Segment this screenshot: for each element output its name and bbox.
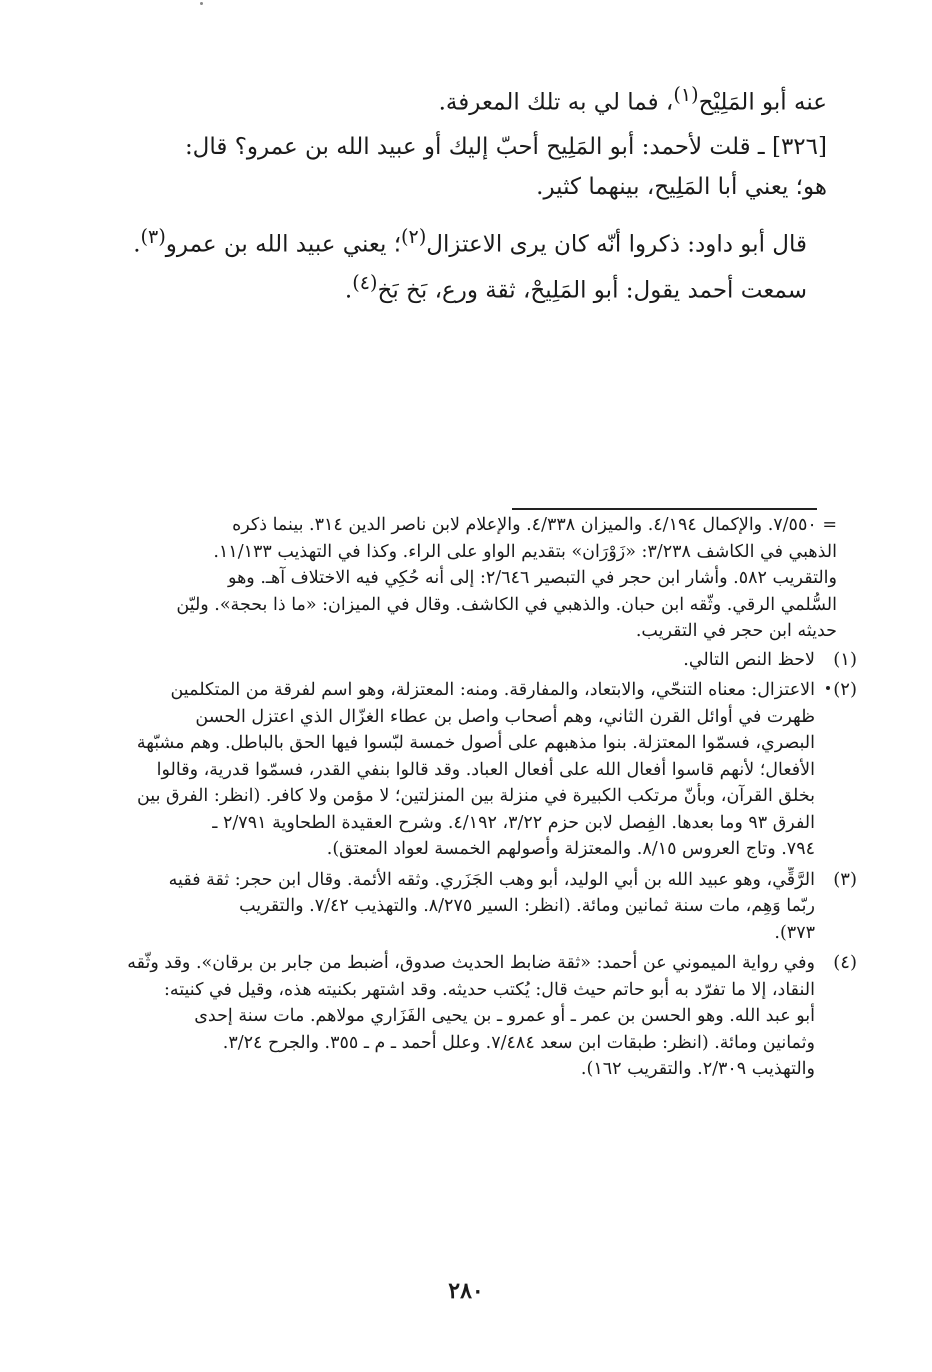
scan-speck	[200, 2, 203, 5]
footnote-continuation-line: حديثه ابن حجر في التقريب.	[635, 621, 837, 641]
footnote-number: (١)	[833, 648, 857, 670]
footnote-line: ظهرت في أوائل القرن الثاني، وهم أصحاب واصل بن عطاء الغزّال الذي اعتزل الحسن	[195, 706, 815, 727]
main-line-2: [٣٢٦] ـ قلت لأحمد: أبو المَلِيح أحبّ إليك أو عبيد الله بن عمرو؟ قال:	[184, 134, 827, 160]
footnote-separator	[512, 508, 817, 510]
footnote-line: ربّما وَهِم، مات سنة ثمانين ومائة. (انظر: السير ٨/٢٧٥. والتهذيب ٧/٤٢. والتقريب	[239, 896, 815, 916]
footnote-line: النقاد، إلا ما تفرّد به أبو حاتم حيث قال: يُكتب حديثه. وقد اشتهر بكنيته هذه، وقيل في كنيته:	[163, 979, 815, 1000]
footnote-line: الاعتزال: معناه التنحّي، والابتعاد، والمفارقة. ومنه: المعتزلة، وهو اسم لفرقة من المتكلمين	[170, 680, 815, 700]
footnote-line: ٣٧٣).	[774, 922, 815, 943]
footnote-number: (٤)	[833, 952, 857, 973]
footnote-line: والتهذيب ٢/٣٠٩. والتقريب ١٦٢).	[580, 1059, 815, 1079]
footnote-line: لاحظ النص التالي.	[683, 649, 815, 670]
footnote-line: بخلق القرآن، وبأنّ مرتكب الكبيرة في منزلة بين المنزلتين؛ لا مؤمن ولا كافر. (انظر: الفرق بين	[136, 786, 815, 806]
footnote-line: الأفعال؛ لأنهم قاسوا أفعال الله على أفعال العباد. وقد قالوا بنفي القدر، فسمّوا قدرية، وقالوا	[156, 759, 815, 780]
footnote-number: (٣)	[833, 868, 857, 890]
footnote-line: الفرق ٩٣ وما بعدها. الفِصل لابن حزم ٣/٢٢، ٤/١٩٢. وشرح العقيدة الطحاوية ٢/٧٩١ ـ	[212, 812, 815, 833]
footnote-line: وفي رواية الميموني عن أحمد: «ثقة ضابط الحديث صدوق، أضبط من جابر بن برقان». وقد وثّقه	[127, 953, 815, 973]
scan-dot	[826, 686, 830, 690]
footnote-line: البصري، فسمّوا المعتزلة. بنوا مذهبهم على أصول خمسة لبّسوا فيها الحق بالباطل. وهم مشبّهة	[136, 733, 815, 753]
footnote-continuation-line: = ٧/٥٥٠. والإكمال ٤/١٩٤. والميزان ٤/٣٣٨. والإعلام لابن ناصر الدين ٣١٤. بينما ذكره	[232, 515, 837, 535]
main-line-1: عنه أبو المَلِيْح$^{(١)}$، فما لي به تلك المعرفة.	[438, 83, 827, 116]
footnote-line: ٧٩٤. وتاج العروس ٨/١٥. والمعتزلة وأصولهم الخمسة لعواد المعتق).	[326, 839, 815, 859]
footnote-line: الرَّقِّي، وهو عبيد الله بن أبي الوليد، أبو وهب الجَزَري. وثقه الأئمة. وقال ابن حجر: ثقة فقيه	[168, 869, 815, 890]
footnote-continuation-line: والتقريب ٥٨٢. وأشار ابن حجر في التبصير ٢/٦٤٦: إلى أنه حُكِي فيه الاختلاف آهـ. وهو	[228, 568, 837, 588]
main-line-5: سمعت أحمد يقول: أبو المَلِيحْ، ثقة ورع، بَخ بَخ$^{(٤)}$.	[344, 271, 807, 304]
page-number: ٢٨٠	[448, 1278, 484, 1304]
footnote-continuation-line: السُّلمي الرقي. وثّقه ابن حبان. والذهبي في الكاشف. وقال في الميزان: «ما ذا بحجة». وليّن	[176, 594, 837, 615]
footnote-line: أبو عبد الله. وهو الحسن بن عمر ـ أو عمرو ـ بن يحيى الفَزَاري مولاهم. مات سنة إحدى	[194, 1006, 815, 1026]
main-line-4: قال أبو داود: ذكروا أنّه كان يرى الاعتزال$^{(٢)}$؛ يعني عبيد الله بن عمرو$^{(٣)}$.	[133, 225, 807, 258]
main-line-3: هو؛ يعني أبا المَلِيح، بينهما كثير.	[536, 174, 827, 200]
footnote-line: وثمانين ومائة. (انظر: طبقات ابن سعد ٧/٤٨٤. وعلل أحمد ـ م ـ ٣٥٥. والجرح ٣/٢٤.	[222, 1032, 815, 1053]
footnote-continuation-line: الذهبي في الكاشف ٣/٢٣٨: «زَوْرَان» بتقديم الواو على الراء. وكذا في التهذيب ١١/١٣٣.	[213, 541, 837, 562]
footnote-number: (٢)	[833, 679, 857, 700]
